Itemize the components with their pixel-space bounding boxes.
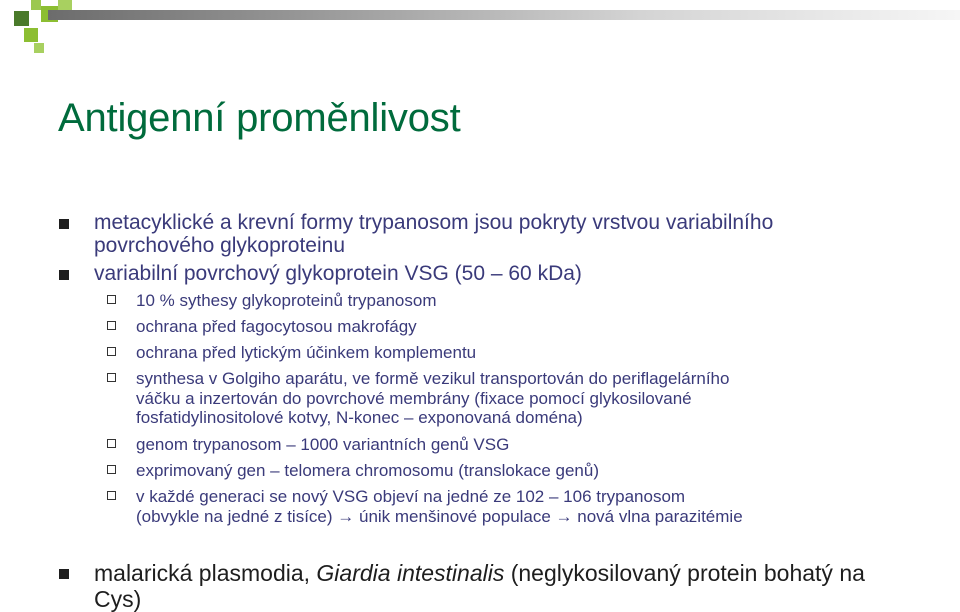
- header-gradient-bar: [48, 10, 960, 20]
- hollow-square-bullet-icon: [107, 491, 116, 500]
- hollow-square-bullet-icon: [107, 347, 116, 356]
- header-decoration: [0, 0, 960, 60]
- hollow-square-bullet-icon: [107, 295, 116, 304]
- bullet-item: [94, 211, 924, 257]
- sub-bullet-item: [136, 461, 926, 481]
- footer-bullet-text: Cys): [94, 586, 142, 612]
- footer-bullet-item: [94, 560, 924, 612]
- sub-bullet-text: fosfatidylinositolové kotvy, N-konec – exponovaná doména): [136, 408, 583, 427]
- sub-bullet-item: [136, 317, 926, 337]
- hollow-square-bullet-icon: [107, 373, 116, 382]
- sub-bullet-text: (obvykle na jedné z tisíce) → únik menšinové populace → nová vlna parazitémie: [136, 506, 743, 526]
- square-bullet-icon: [59, 270, 69, 280]
- footer-text-plain: malarická plasmodia,: [94, 560, 317, 586]
- bullet-item: [94, 262, 924, 285]
- hollow-square-bullet-icon: [107, 321, 116, 330]
- sub-bullet-item: [136, 369, 926, 428]
- hollow-square-bullet-icon: [107, 465, 116, 474]
- footer-text-italic: Giardia intestinalis: [316, 560, 505, 586]
- sub-bullet-item: [136, 291, 926, 311]
- sub-bullet-text: genom trypanosom – 1000 variantních genů VSG: [136, 435, 510, 454]
- sub-bullet-item: [136, 487, 926, 526]
- sub-bullet-text: 10 % sythesy glykoproteinů trypanosom: [136, 291, 437, 310]
- deco-square-light: [34, 43, 44, 53]
- footer-bullet-text: [94, 560, 924, 586]
- deco-square-light: [31, 0, 41, 10]
- hollow-square-bullet-icon: [107, 439, 116, 448]
- slide-title: Antigenní proměnlivost: [58, 96, 461, 140]
- deco-square-dark: [14, 11, 29, 26]
- sub-bullet-text: v každé generaci se nový VSG objeví na jedné ze 102 – 106 trypanosom: [136, 487, 686, 506]
- square-bullet-icon: [59, 219, 69, 229]
- sub-bullet-text: ochrana před lytickým účinkem komplementu: [136, 343, 477, 362]
- sub-bullet-item: [136, 435, 926, 455]
- bullet-text: povrchového glykoproteinu: [94, 234, 345, 257]
- sub-bullet-text: ochrana před fagocytosou makrofágy: [136, 317, 417, 336]
- sub-bullet-text: váčku a inzertován do povrchové membrány (fixace pomocí glykosilované: [136, 388, 692, 408]
- sub-bullet-text: exprimovaný gen – telomera chromosomu (translokace genů): [136, 461, 600, 480]
- bullet-text: variabilní povrchový glykoprotein VSG (50 – 60 kDa): [94, 262, 582, 285]
- footer-text-plain: (neglykosilovaný protein bohatý na: [504, 560, 865, 586]
- square-bullet-icon: [59, 569, 69, 579]
- sub-bullet-item: [136, 343, 926, 363]
- sub-bullet-text: synthesa v Golgiho aparátu, ve formě vezikul transportován do periflagelárního: [136, 369, 730, 388]
- bullet-text: metacyklické a krevní formy trypanosom jsou pokryty vrstvou variabilního: [94, 211, 774, 234]
- deco-square-light: [24, 28, 38, 42]
